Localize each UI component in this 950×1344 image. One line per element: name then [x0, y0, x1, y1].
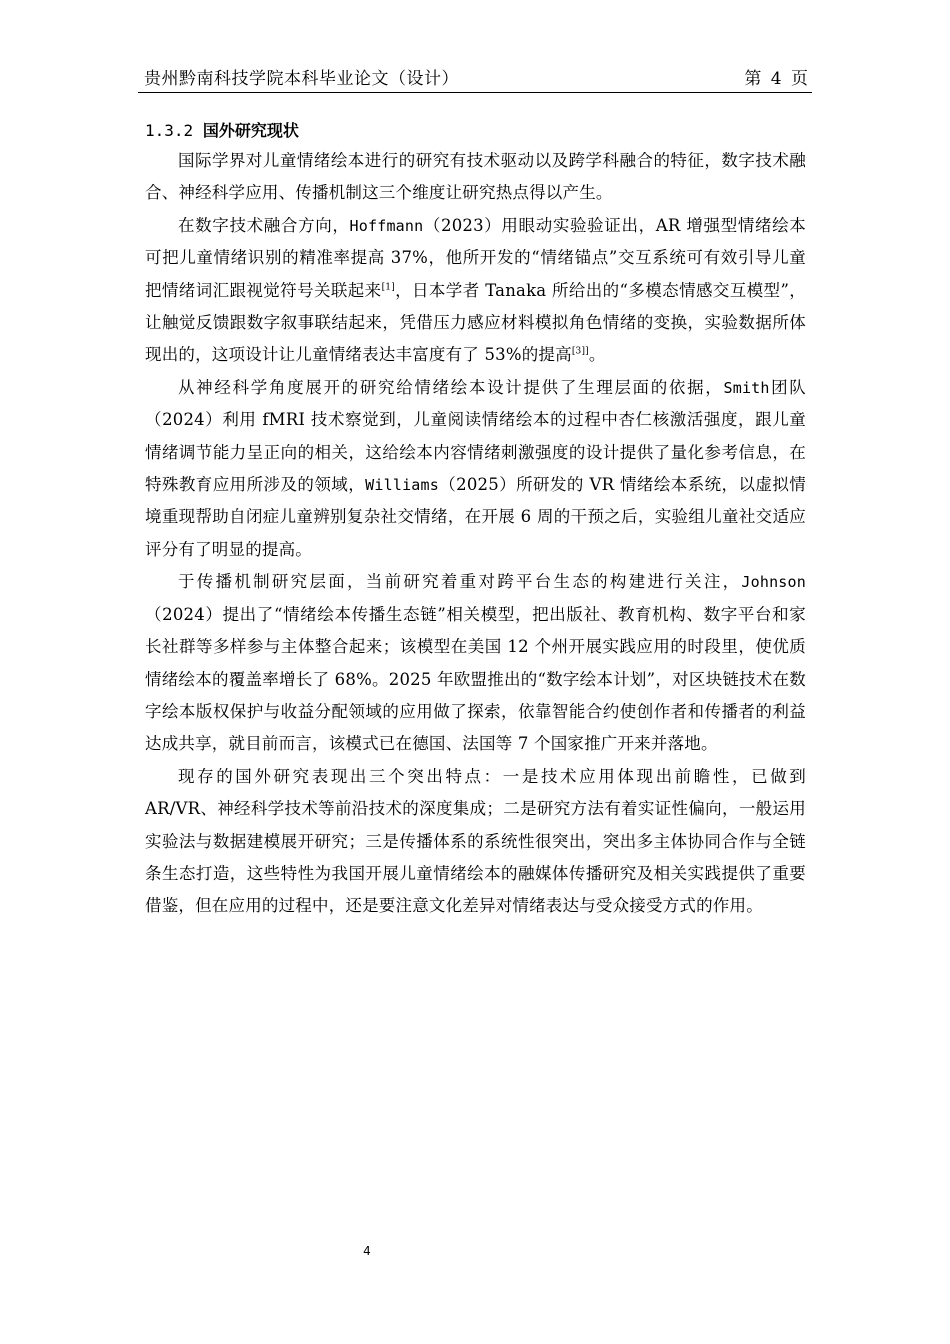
paragraph-2-text-b: （2023）用眼动实验验证出，AR 增强型情绪绘本可把儿童情绪识别的精准率提高 37%，他所开发的“情绪锚点”交互系统可有效引导儿童把情绪词汇跟视觉符号关联起来	[145, 215, 807, 300]
paragraph-5-text: 现存的国外研究表现出三个突出特点：一是技术应用体现出前瞻性，已做到 AR/VR、神经科学技术等前沿技术的深度集成；二是研究方法有着实证性偏向，一般运用实验法与数据建模展开研究；三是传播体系的系统性很突出，突出多主体协同合作与全链条生态打造，这些特性为我国开展儿童情绪绘本的融媒体传播研究及相关实践提供了重要借鉴，但在应用的过程中，还是要注意文化差异对情绪表达与受众接受方式的作用。	[145, 766, 806, 916]
paragraph-2	[145, 210, 806, 372]
citation-1: [1]	[381, 282, 395, 293]
paragraph-4-text-a: 于传播机制研究层面，当前研究着重对跨平台生态的构建进行关注，	[178, 572, 742, 592]
header-page-label: 第 4 页	[744, 69, 808, 89]
running-header	[138, 66, 812, 93]
paragraph-2-text-a: 在数字技术融合方向，	[178, 215, 350, 235]
paragraph-3-text-b: 团队（2024）利用 fMRI 技术察觉到，儿童阅读情绪绘本的过程中杏仁核激活强度，跟儿童情绪调节能力呈正向的相关，这给绘本内容情绪刺激强度的设计提供了量化参考信息，在特殊教育应用所涉及的领域，	[145, 377, 807, 495]
section-title: 国外研究现状	[202, 121, 299, 140]
paragraph-3-text-c: （2025）所研发的 VR 情绪绘本系统，以虚拟情境重现帮助自闭症儿童辨别复杂社交情绪，在开展 6 周的干预之后，实验组儿童社交适应评分有了明显的提高。	[145, 475, 806, 559]
paragraph-5	[145, 761, 806, 923]
citation-3: [3]]	[571, 346, 589, 357]
paragraph-3	[145, 372, 806, 566]
paragraph-4	[145, 566, 806, 760]
author-johnson: Johnson	[741, 573, 806, 592]
paragraph-1	[145, 145, 806, 210]
paragraph-2-text-c: ，日本学者 Tanaka 所给出的“多模态情感交互模型”，让触觉反馈跟数字叙事联结起来，凭借压力感应材料模拟角色情绪的变换，实验数据所体现出的，这项设计让儿童情绪表达丰富度有了 53%的提高	[145, 280, 806, 365]
paragraph-4-text-b: （2024）提出了“情绪绘本传播生态链”相关模型，把出版社、教育机构、数字平台和家长社群等多样参与主体整合起来；该模型在美国 12 个州开展实践应用的时段里，使优质情绪绘本的覆盖率增长了 68%。2025 年欧盟推出的“数字绘本计划”，对区块链技术在数字绘本版权保护与收益分配领域的应用做了探索，依靠智能合约使创作者和传播者的利益达成共享，就目前而言，该模式已在德国、法国等 7 个国家推广开来并落地。	[145, 604, 806, 754]
paragraph-3-text-a: 从神经科学角度展开的研究给情绪绘本设计提供了生理层面的依据，	[178, 377, 724, 397]
header-thesis-title: 贵州黔南科技学院本科毕业论文（设计）	[144, 69, 459, 89]
paragraph-2-text-d: 。	[588, 345, 606, 365]
author-hoffmann: Hoffmann	[349, 216, 424, 235]
author-smith: Smith	[723, 378, 770, 397]
body-text	[145, 117, 806, 923]
paragraph-1-text: 国际学界对儿童情绪绘本进行的研究有技术驱动以及跨学科融合的特征，数字技术融合、神经科学应用、传播机制这三个维度让研究热点得以产生。	[145, 151, 806, 203]
section-number: 1.3.2	[145, 121, 194, 140]
page-number: 4	[363, 1244, 371, 1258]
section-heading	[145, 117, 806, 145]
author-williams: Williams	[365, 476, 439, 495]
